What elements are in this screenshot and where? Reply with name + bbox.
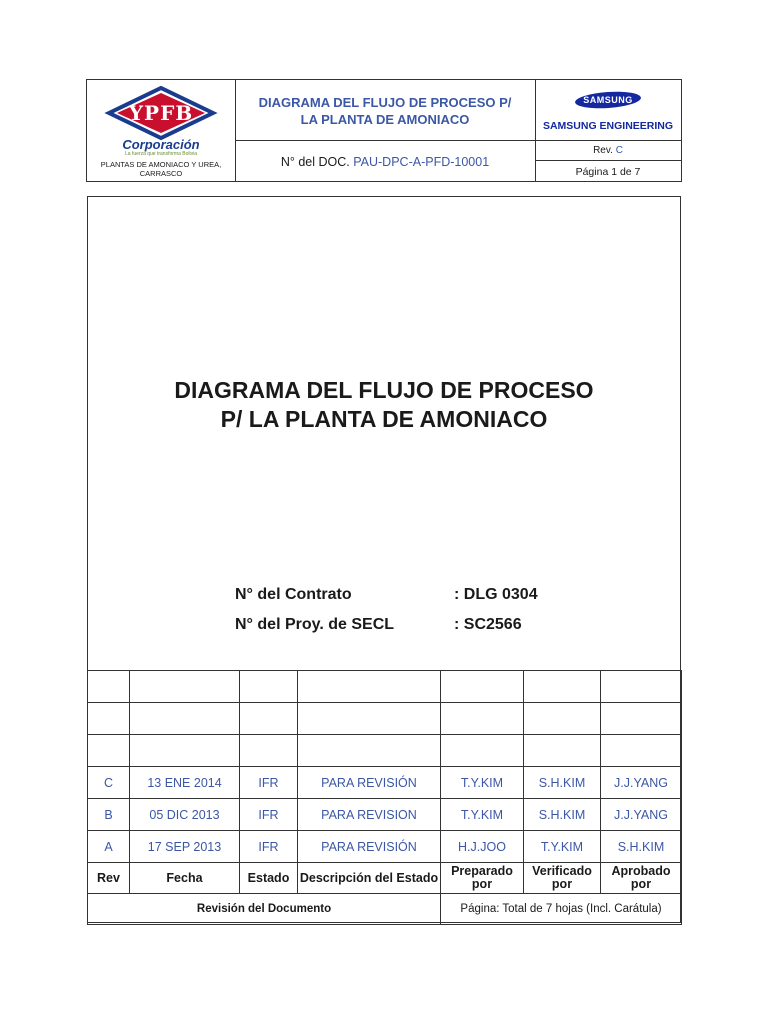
cell-verificado (524, 671, 601, 703)
cell-aprobado: J.J.YANG (601, 799, 682, 831)
table-row (88, 703, 682, 735)
cell-rev: A (88, 831, 130, 863)
ypfb-corporacion-label: Corporación (122, 136, 200, 152)
header-estado: Estado (240, 863, 298, 894)
document-header (86, 79, 682, 182)
cell-verificado: S.H.KIM (524, 799, 601, 831)
cell-fecha (130, 735, 240, 767)
cell-preparado (441, 671, 524, 703)
table-row (88, 799, 682, 831)
cell-estado (240, 735, 298, 767)
revision-table (87, 670, 682, 925)
cell-fecha: 13 ENE 2014 (130, 767, 240, 799)
project-label: N° del Proy. de SECL (235, 616, 395, 633)
footer-page-total: Página: Total de 7 hojas (Incl. Carátula) (441, 894, 682, 925)
header-rev-label: Rev. (593, 145, 613, 156)
samsung-logo-text: SAMSUNG (583, 95, 633, 105)
header-rev-value: C (615, 145, 623, 156)
cell-rev: B (88, 799, 130, 831)
cell-aprobado (601, 671, 682, 703)
header-descripcion: Descripción del Estado (298, 863, 441, 894)
cell-aprobado: S.H.KIM (601, 831, 682, 863)
cell-aprobado: J.J.YANG (601, 767, 682, 799)
header-verificado: Verificado por (524, 863, 601, 894)
cell-descripcion: PARA REVISIÓN (298, 767, 441, 799)
cover-body (87, 196, 681, 923)
header-rev: Rev (88, 863, 130, 894)
cell-preparado (441, 735, 524, 767)
contract-label: N° del Contrato (235, 586, 352, 603)
contract-value: : DLG 0304 (454, 586, 538, 603)
header-fecha: Fecha (130, 863, 240, 894)
cell-preparado: T.Y.KIM (441, 799, 524, 831)
main-title-line-2: P/ LA PLANTA DE AMONIACO (220, 406, 548, 432)
ypfb-tagline: La fuerza que transforma Bolivia (125, 151, 197, 157)
ypfb-logo (87, 80, 235, 183)
table-row (88, 671, 682, 703)
cell-rev: C (88, 767, 130, 799)
project-value: : SC2566 (454, 616, 522, 633)
cell-verificado: T.Y.KIM (524, 831, 601, 863)
cell-descripcion: PARA REVISIÓN (298, 831, 441, 863)
cell-aprobado (601, 703, 682, 735)
cell-preparado (441, 703, 524, 735)
cell-preparado: T.Y.KIM (441, 767, 524, 799)
cell-verificado: S.H.KIM (524, 767, 601, 799)
cell-verificado (524, 703, 601, 735)
samsung-logo (535, 80, 681, 140)
table-footer-row (88, 894, 682, 925)
cell-estado: IFR (240, 831, 298, 863)
header-revision (535, 141, 681, 160)
main-title-line-1: DIAGRAMA DEL FLUJO DE PROCESO (174, 377, 594, 403)
header-preparado: Preparado por (441, 863, 524, 894)
cell-aprobado (601, 735, 682, 767)
ypfb-logo-text: YPFB (128, 101, 194, 125)
cell-rev (88, 671, 130, 703)
cell-estado: IFR (240, 767, 298, 799)
footer-document-revision: Revisión del Documento (88, 894, 441, 925)
main-title (88, 373, 680, 437)
cell-preparado: H.J.JOO (441, 831, 524, 863)
header-page-number: Página 1 de 7 (575, 166, 641, 178)
cell-fecha (130, 671, 240, 703)
doc-number (235, 141, 535, 183)
header-aprobado: Aprobado por (601, 863, 682, 894)
plant-name: PLANTAS DE AMONIACO Y UREA, CARRASCO (100, 160, 222, 178)
cell-estado (240, 671, 298, 703)
table-row (88, 831, 682, 863)
cell-fecha: 17 SEP 2013 (130, 831, 240, 863)
cell-rev (88, 735, 130, 767)
table-header-row (88, 863, 682, 894)
doc-number-label: N° del DOC. (280, 155, 350, 169)
table-row (88, 735, 682, 767)
table-row (88, 767, 682, 799)
cell-fecha: 05 DIC 2013 (130, 799, 240, 831)
cell-verificado (524, 735, 601, 767)
cell-estado (240, 703, 298, 735)
header-doc-title: DIAGRAMA DEL FLUJO DE PROCESO P/ LA PLANTA DE AMONIACO (258, 95, 512, 127)
cell-rev (88, 703, 130, 735)
doc-number-value: PAU-DPC-A-PFD-10001 (353, 155, 490, 169)
cell-descripcion (298, 671, 441, 703)
cell-descripcion (298, 735, 441, 767)
samsung-engineering-label: SAMSUNG ENGINEERING (542, 120, 674, 132)
cell-descripcion (298, 703, 441, 735)
cell-fecha (130, 703, 240, 735)
cell-descripcion: PARA REVISION (298, 799, 441, 831)
cell-estado: IFR (240, 799, 298, 831)
